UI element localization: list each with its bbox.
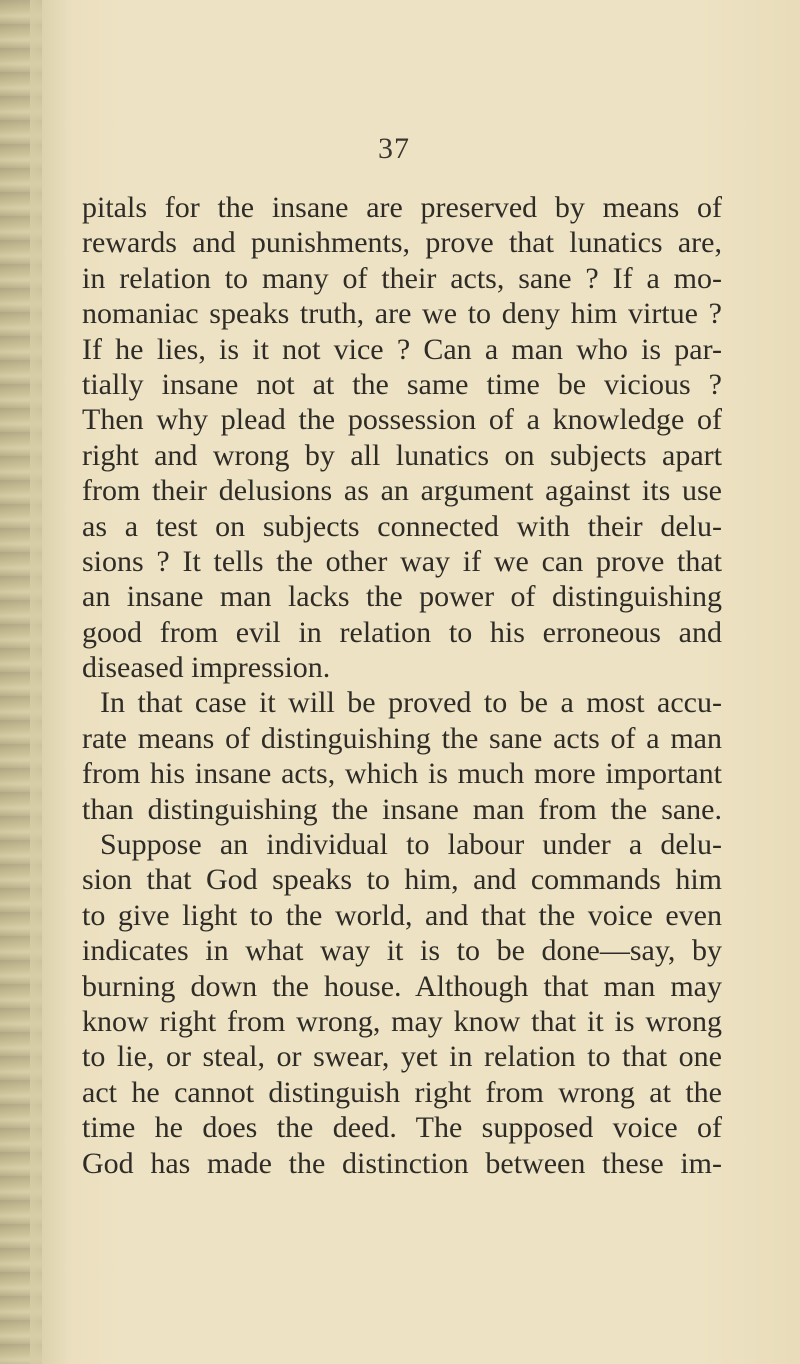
text-line: to lie, or steal, or swear, yet in relation to that one	[82, 1040, 722, 1074]
text-line: act he cannot distinguish right from wrong at the	[82, 1075, 722, 1109]
text-line: sions ? It tells the other way if we can prove that	[82, 544, 722, 578]
text-line: sion that God speaks to him, and commands him	[82, 863, 722, 897]
page-number: 37	[378, 132, 410, 165]
text-line: from their delusions as an argument against its use	[82, 474, 722, 508]
text-line: Then why plead the possession of a knowledge of	[82, 403, 722, 437]
text-line: tially insane not at the same time be vicious ?	[82, 367, 722, 401]
text-line: rate means of distinguishing the sane acts of a man	[82, 721, 722, 755]
text-line: than distinguishing the insane man from the sane.	[82, 792, 722, 826]
gutter-fade	[30, 0, 70, 1364]
text-line: God has made the distinction between these im-	[82, 1146, 722, 1180]
text-line: to give light to the world, and that the voice even	[82, 898, 722, 932]
text-line: burning down the house. Although that man may	[82, 969, 722, 1003]
text-line: in relation to many of their acts, sane ? If a mo-	[82, 261, 722, 295]
text-line: from his insane acts, which is much more important	[82, 757, 722, 791]
text-line: diseased impression.	[82, 651, 331, 685]
text-line: right and wrong by all lunatics on subjects apart	[82, 438, 722, 472]
text-line: an insane man lacks the power of distinguishing	[82, 580, 722, 614]
text-line: rewards and punishments, prove that lunatics are,	[82, 226, 722, 260]
text-line: indicates in what way it is to be done—say, by	[82, 934, 722, 968]
text-line: pitals for the insane are preserved by means of	[82, 191, 722, 224]
text-line: know right from wrong, may know that it is wrong	[82, 1004, 722, 1038]
text-line: time he does the deed. The supposed voice of	[82, 1111, 722, 1145]
text-line: nomaniac speaks truth, are we to deny him virtue ?	[82, 297, 722, 331]
text-line: as a test on subjects connected with their delu-	[82, 509, 722, 543]
text-line: Suppose an individual to labour under a delu-	[100, 828, 722, 862]
text-line: good from evil in relation to his erroneous and	[82, 615, 722, 649]
body-text	[82, 190, 722, 1181]
text-line: If he lies, is it not vice ? Can a man who is par-	[82, 332, 722, 366]
text-line: In that case it will be proved to be a most accu-	[100, 686, 722, 720]
